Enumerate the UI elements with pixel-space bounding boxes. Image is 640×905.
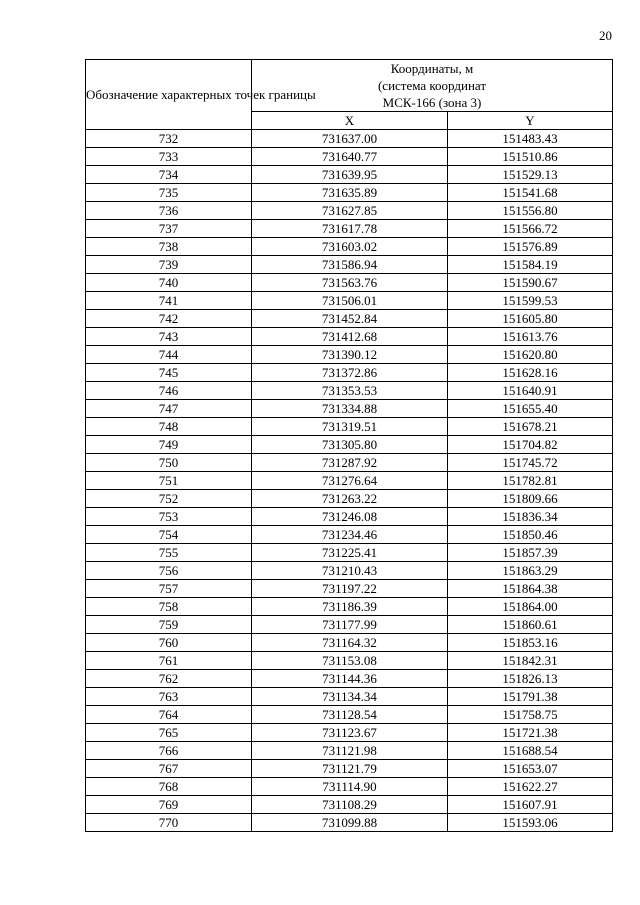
table-row	[86, 670, 613, 688]
coordinates-table	[85, 59, 613, 832]
y-coordinate-cell: 151655.40	[448, 400, 613, 418]
x-coordinate-cell: 731305.80	[252, 436, 448, 454]
x-coordinate-cell: 731390.12	[252, 346, 448, 364]
x-coordinate-cell: 731128.54	[252, 706, 448, 724]
x-coordinate-cell: 731186.39	[252, 598, 448, 616]
point-id-cell: 752	[86, 490, 252, 508]
point-id-cell: 762	[86, 670, 252, 688]
x-coordinate-cell: 731246.08	[252, 508, 448, 526]
x-coordinate-cell: 731452.84	[252, 310, 448, 328]
table-row	[86, 778, 613, 796]
x-coordinate-cell: 731639.95	[252, 166, 448, 184]
table-row	[86, 562, 613, 580]
table-row	[86, 436, 613, 454]
y-coordinate-cell: 151791.38	[448, 688, 613, 706]
y-coordinate-cell: 151590.67	[448, 274, 613, 292]
table-row	[86, 274, 613, 292]
point-id-cell: 747	[86, 400, 252, 418]
table-row	[86, 760, 613, 778]
y-coordinate-cell: 151850.46	[448, 526, 613, 544]
y-coordinate-cell: 151745.72	[448, 454, 613, 472]
y-coordinate-cell: 151605.80	[448, 310, 613, 328]
y-coordinate-cell: 151529.13	[448, 166, 613, 184]
y-coordinate-cell: 151584.19	[448, 256, 613, 274]
x-coordinate-cell: 731563.76	[252, 274, 448, 292]
x-coordinate-cell: 731210.43	[252, 562, 448, 580]
y-coordinate-cell: 151556.80	[448, 202, 613, 220]
table-row	[86, 346, 613, 364]
y-coordinate-cell: 151826.13	[448, 670, 613, 688]
point-id-cell: 736	[86, 202, 252, 220]
x-coordinate-cell: 731627.85	[252, 202, 448, 220]
point-id-cell: 766	[86, 742, 252, 760]
point-id-cell: 758	[86, 598, 252, 616]
point-id-cell: 733	[86, 148, 252, 166]
table-row	[86, 454, 613, 472]
point-id-cell: 743	[86, 328, 252, 346]
x-coordinate-cell: 731353.53	[252, 382, 448, 400]
point-id-cell: 763	[86, 688, 252, 706]
y-coordinate-cell: 151864.38	[448, 580, 613, 598]
y-coordinate-cell: 151541.68	[448, 184, 613, 202]
table-row	[86, 418, 613, 436]
table-row	[86, 130, 613, 148]
x-coordinate-cell: 731197.22	[252, 580, 448, 598]
table-row	[86, 382, 613, 400]
table-row	[86, 598, 613, 616]
y-coordinate-cell: 151688.54	[448, 742, 613, 760]
x-coordinate-cell: 731640.77	[252, 148, 448, 166]
x-coordinate-cell: 731276.64	[252, 472, 448, 490]
y-coordinate-cell: 151640.91	[448, 382, 613, 400]
x-coordinate-cell: 731114.90	[252, 778, 448, 796]
x-coordinate-cell: 731234.46	[252, 526, 448, 544]
y-coordinate-cell: 151758.75	[448, 706, 613, 724]
point-id-cell: 738	[86, 238, 252, 256]
y-coordinate-cell: 151566.72	[448, 220, 613, 238]
point-id-cell: 753	[86, 508, 252, 526]
x-coordinate-cell: 731637.00	[252, 130, 448, 148]
table-row	[86, 328, 613, 346]
y-coordinate-cell: 151853.16	[448, 634, 613, 652]
x-coordinate-cell: 731287.92	[252, 454, 448, 472]
table-row	[86, 724, 613, 742]
table-row	[86, 166, 613, 184]
table-row	[86, 688, 613, 706]
header-point-designation: Обозначение характерных точек границы	[86, 60, 252, 130]
point-id-cell: 757	[86, 580, 252, 598]
table-row	[86, 202, 613, 220]
x-coordinate-cell: 731617.78	[252, 220, 448, 238]
x-coordinate-cell: 731121.79	[252, 760, 448, 778]
table-row	[86, 220, 613, 238]
y-coordinate-cell: 151622.27	[448, 778, 613, 796]
x-coordinate-cell: 731603.02	[252, 238, 448, 256]
point-id-cell: 754	[86, 526, 252, 544]
y-coordinate-cell: 151860.61	[448, 616, 613, 634]
point-id-cell: 756	[86, 562, 252, 580]
y-coordinate-cell: 151620.80	[448, 346, 613, 364]
header-coordinates-line-2: (система координат	[377, 78, 487, 93]
table-row	[86, 364, 613, 382]
y-coordinate-cell: 151809.66	[448, 490, 613, 508]
x-coordinate-cell: 731506.01	[252, 292, 448, 310]
table-row	[86, 490, 613, 508]
y-coordinate-cell: 151653.07	[448, 760, 613, 778]
point-id-cell: 759	[86, 616, 252, 634]
x-coordinate-cell: 731144.36	[252, 670, 448, 688]
table-row	[86, 652, 613, 670]
y-coordinate-cell: 151510.86	[448, 148, 613, 166]
point-id-cell: 750	[86, 454, 252, 472]
y-coordinate-cell: 151782.81	[448, 472, 613, 490]
table-row	[86, 742, 613, 760]
table-row	[86, 616, 613, 634]
y-coordinate-cell: 151599.53	[448, 292, 613, 310]
y-coordinate-cell: 151483.43	[448, 130, 613, 148]
table-row	[86, 814, 613, 832]
table-row	[86, 148, 613, 166]
table-row	[86, 238, 613, 256]
x-coordinate-cell: 731372.86	[252, 364, 448, 382]
point-id-cell: 737	[86, 220, 252, 238]
point-id-cell: 735	[86, 184, 252, 202]
table-row	[86, 580, 613, 598]
x-coordinate-cell: 731164.32	[252, 634, 448, 652]
table-row	[86, 184, 613, 202]
point-id-cell: 768	[86, 778, 252, 796]
point-id-cell: 751	[86, 472, 252, 490]
x-coordinate-cell: 731134.34	[252, 688, 448, 706]
x-coordinate-cell: 731586.94	[252, 256, 448, 274]
header-coordinates-line-3: МСК-166 (зона 3)	[382, 95, 482, 110]
table-row	[86, 256, 613, 274]
table-row	[86, 310, 613, 328]
point-id-cell: 749	[86, 436, 252, 454]
x-coordinate-cell: 731099.88	[252, 814, 448, 832]
y-coordinate-cell: 151842.31	[448, 652, 613, 670]
x-coordinate-cell: 731319.51	[252, 418, 448, 436]
point-id-cell: 769	[86, 796, 252, 814]
x-coordinate-cell: 731121.98	[252, 742, 448, 760]
y-coordinate-cell: 151593.06	[448, 814, 613, 832]
x-coordinate-cell: 731412.68	[252, 328, 448, 346]
point-id-cell: 764	[86, 706, 252, 724]
y-coordinate-cell: 151704.82	[448, 436, 613, 454]
y-coordinate-cell: 151607.91	[448, 796, 613, 814]
table-row	[86, 706, 613, 724]
y-coordinate-cell: 151678.21	[448, 418, 613, 436]
y-coordinate-cell: 151576.89	[448, 238, 613, 256]
x-coordinate-cell: 731334.88	[252, 400, 448, 418]
table-row	[86, 634, 613, 652]
point-id-cell: 746	[86, 382, 252, 400]
table-row	[86, 292, 613, 310]
point-id-cell: 744	[86, 346, 252, 364]
point-id-cell: 760	[86, 634, 252, 652]
point-id-cell: 745	[86, 364, 252, 382]
point-id-cell: 734	[86, 166, 252, 184]
header-x: X	[252, 112, 448, 130]
point-id-cell: 732	[86, 130, 252, 148]
header-y: Y	[448, 112, 613, 130]
x-coordinate-cell: 731123.67	[252, 724, 448, 742]
table-row	[86, 544, 613, 562]
point-id-cell: 741	[86, 292, 252, 310]
y-coordinate-cell: 151864.00	[448, 598, 613, 616]
x-coordinate-cell: 731177.99	[252, 616, 448, 634]
point-id-cell: 767	[86, 760, 252, 778]
point-id-cell: 770	[86, 814, 252, 832]
y-coordinate-cell: 151613.76	[448, 328, 613, 346]
page-number: 20	[599, 28, 612, 43]
table-row	[86, 400, 613, 418]
y-coordinate-cell: 151863.29	[448, 562, 613, 580]
header-coordinates	[252, 60, 613, 112]
y-coordinate-cell: 151628.16	[448, 364, 613, 382]
y-coordinate-cell: 151721.38	[448, 724, 613, 742]
table-row	[86, 526, 613, 544]
point-id-cell: 742	[86, 310, 252, 328]
point-id-cell: 765	[86, 724, 252, 742]
header-coordinates-line-1: Координаты, м	[390, 61, 474, 76]
x-coordinate-cell: 731153.08	[252, 652, 448, 670]
x-coordinate-cell: 731635.89	[252, 184, 448, 202]
y-coordinate-cell: 151857.39	[448, 544, 613, 562]
y-coordinate-cell: 151836.34	[448, 508, 613, 526]
x-coordinate-cell: 731108.29	[252, 796, 448, 814]
point-id-cell: 755	[86, 544, 252, 562]
x-coordinate-cell: 731225.41	[252, 544, 448, 562]
point-id-cell: 761	[86, 652, 252, 670]
table-row	[86, 796, 613, 814]
x-coordinate-cell: 731263.22	[252, 490, 448, 508]
table-row	[86, 508, 613, 526]
table-row	[86, 472, 613, 490]
point-id-cell: 748	[86, 418, 252, 436]
point-id-cell: 739	[86, 256, 252, 274]
point-id-cell: 740	[86, 274, 252, 292]
